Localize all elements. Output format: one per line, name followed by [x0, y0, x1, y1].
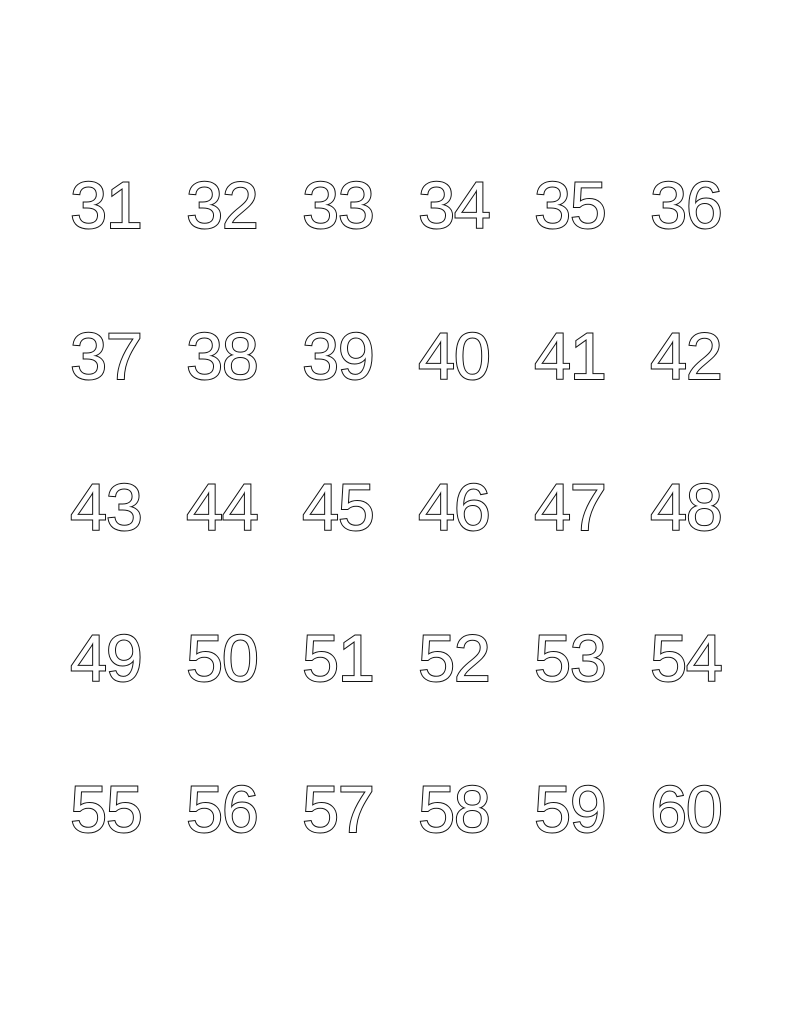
number-cell — [48, 319, 164, 474]
outlined-number: 48 — [650, 470, 722, 544]
outlined-number: 31 — [70, 168, 142, 242]
outlined-number: 59 — [534, 772, 606, 846]
number-cell — [280, 168, 396, 323]
outlined-number: 53 — [534, 621, 606, 695]
outlined-number: 52 — [418, 621, 490, 695]
number-cell — [48, 621, 164, 776]
number-cell — [628, 168, 744, 323]
outlined-number: 36 — [650, 168, 722, 242]
number-cell — [164, 319, 280, 474]
outlined-number: 34 — [418, 168, 490, 242]
outlined-number: 45 — [302, 470, 374, 544]
number-cell — [48, 772, 164, 927]
number-cell — [164, 470, 280, 625]
number-cell — [628, 319, 744, 474]
number-cell — [628, 470, 744, 625]
outlined-number: 54 — [650, 621, 722, 695]
number-cell — [280, 319, 396, 474]
outlined-number: 39 — [302, 319, 374, 393]
outlined-number: 33 — [302, 168, 374, 242]
number-cell — [512, 470, 628, 625]
number-cell — [164, 168, 280, 323]
outlined-number: 32 — [186, 168, 258, 242]
number-cell — [280, 772, 396, 927]
number-cell — [396, 772, 512, 927]
number-cell — [164, 772, 280, 927]
outlined-number: 49 — [70, 621, 142, 695]
number-cell — [512, 319, 628, 474]
number-cell — [396, 621, 512, 776]
outlined-number: 58 — [418, 772, 490, 846]
outlined-number: 41 — [534, 319, 606, 393]
outlined-number: 40 — [418, 319, 490, 393]
number-cell — [48, 470, 164, 625]
number-cell — [280, 621, 396, 776]
outlined-number: 42 — [650, 319, 722, 393]
outlined-number: 37 — [70, 319, 142, 393]
number-grid — [48, 168, 748, 927]
outlined-number: 60 — [650, 772, 722, 846]
outlined-number: 47 — [534, 470, 606, 544]
number-cell — [396, 168, 512, 323]
number-cell — [512, 772, 628, 927]
number-cell — [512, 168, 628, 323]
number-cell — [48, 168, 164, 323]
outlined-number: 51 — [302, 621, 374, 695]
number-cell — [396, 319, 512, 474]
outlined-number: 46 — [418, 470, 490, 544]
outlined-number: 35 — [534, 168, 606, 242]
number-cell — [628, 621, 744, 776]
outlined-number: 50 — [186, 621, 258, 695]
number-cell — [164, 621, 280, 776]
outlined-number: 56 — [186, 772, 258, 846]
number-cell — [396, 470, 512, 625]
outlined-number: 43 — [70, 470, 142, 544]
outlined-number: 44 — [186, 470, 258, 544]
number-cell — [280, 470, 396, 625]
outlined-number: 38 — [186, 319, 258, 393]
outlined-number: 55 — [70, 772, 142, 846]
outlined-number: 57 — [302, 772, 374, 846]
number-cell — [512, 621, 628, 776]
number-cell — [628, 772, 744, 927]
